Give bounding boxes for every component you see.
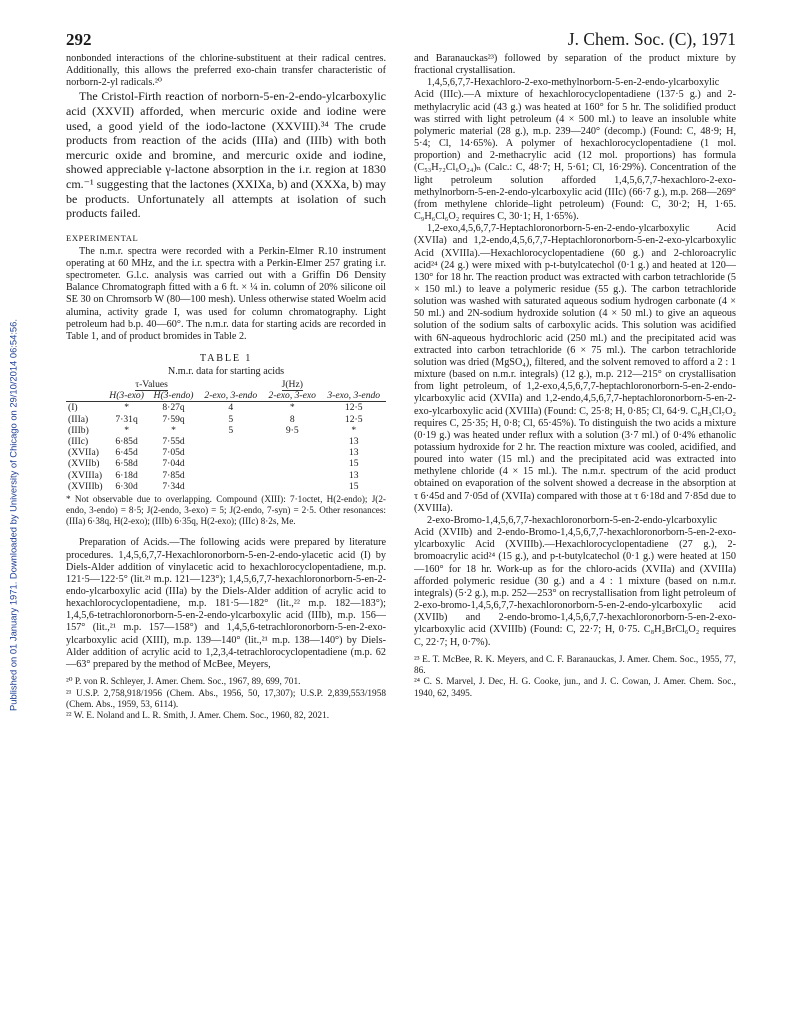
table-cell: 13 bbox=[348, 469, 359, 481]
table-cell: 13 bbox=[348, 436, 359, 448]
table-cell: 8 bbox=[289, 413, 295, 425]
compound-label: (IIIa) bbox=[68, 413, 89, 425]
table-caption: N.m.r. data for starting acids bbox=[167, 366, 285, 378]
table-cell: 13 bbox=[348, 447, 359, 459]
column-header: 2-exo, 3-endo bbox=[199, 390, 264, 402]
table-cell: 12·5 bbox=[344, 402, 363, 414]
table-cell bbox=[263, 447, 321, 458]
table-cell bbox=[199, 481, 264, 492]
table-cell: 4 bbox=[228, 402, 234, 414]
paragraph: 1,4,5,6,7,7-Hexachloro-2-exo-methylnorborn-5-en-2-endo-ylcarboxylic Acid (IIIc).—A mixture of hexachlorocyclopentadiene (137·5 g.) and 2-methylacrylic acid (43 g.) was heated at 160° for 5 hr. The solidified product was stirred with light petroleum (4 × 500 ml.) to leave an insoluble white polymeric material (28 g.), m.p. 239—240° (decomp.) (Found: C, 48·9; H, 5·4; Cl, 14·65%). A polymer of hexachlorocyclopentadiene (1 mol. proportion) and 2-methacrylic acid (12 mol. proportions) has formula (C₅₃H₇₂Cl₆O₂₄)ₙ (Calc.: C, 48·7; H, 5·61; Cl, 16·29%). Concentration of the light petroleum solution afforded 1,4,5,6,7,7-hexachloro-2-exo-methylnorborn-5-en-2-endo-ylcarboxylic acid (IIIc) (66·7 g.), m.p. 268—269° (from methylene chloride–light petroleum) (Found: C, 30·2; H, 1·65. C₉H₆Cl₆O₂ requires C, 30·1; H, 1·65%). bbox=[414, 77, 736, 223]
table-cell bbox=[263, 481, 321, 492]
table-cell: 8·27q bbox=[162, 402, 185, 414]
table-subheader-row bbox=[66, 390, 386, 402]
table-cell: * bbox=[124, 424, 129, 436]
paragraph: The n.m.r. spectra were recorded with a Perkin-Elmer R.10 instrument operating at 60 MHz, and the i.r. spectra with a Perkin-Elmer 257 grating i.r. spectrometer. G.l.c. analysis was carried out with a Griffin D6 Density Balance Chromatograph fitted with a 6 ft. × ¼ in. column of 20% silicone oil SE 30 on Chromsorb W (80—100 mesh). Unless otherwise stated Woelm acid alumina, activity grade I, was used for column chromatography. Light petroleum had b.p. 40—60°. The n.m.r. data for starting acids are recorded in Table 1, and of product bromides in Table 2. bbox=[66, 245, 386, 342]
column-header: 3-exo, 3-endo bbox=[321, 390, 386, 402]
table-body bbox=[66, 402, 386, 492]
column-header: 2-exo, 3-exo bbox=[263, 390, 321, 402]
table-row bbox=[66, 481, 386, 492]
paragraph: and Baranauckas²³) followed by separation of the product mixture by fractional crystallisation. bbox=[414, 53, 736, 77]
table-row bbox=[66, 436, 386, 447]
table-cell: * bbox=[124, 402, 129, 414]
table-cell: 6·45d bbox=[115, 447, 138, 459]
footnote: ²⁰ P. von R. Schleyer, J. Amer. Chem. Soc., 1967, 89, 699, 701. bbox=[66, 677, 301, 688]
table-row bbox=[66, 402, 386, 414]
table-cell: 9·5 bbox=[285, 424, 299, 436]
footnote: ²² W. E. Noland and L. R. Smith, J. Amer. Chem. Soc., 1960, 82, 2021. bbox=[66, 711, 330, 722]
table-cell: 6·30d bbox=[115, 480, 138, 492]
compound-label: (I) bbox=[68, 402, 78, 414]
table-cell bbox=[199, 458, 264, 469]
table-cell: 5 bbox=[228, 424, 234, 436]
footnote: ²³ E. T. McBee, R. K. Meyers, and C. F. Baranauckas, J. Amer. Chem. Soc., 1955, 77, 86. bbox=[414, 654, 736, 677]
journal-title: J. Chem. Soc. (C), 1971 bbox=[567, 29, 736, 49]
compound-label: (XVIIa) bbox=[68, 447, 99, 459]
table-cell: 7·04d bbox=[162, 458, 185, 470]
table-cell: 6·85d bbox=[115, 436, 138, 448]
table-cell bbox=[199, 470, 264, 481]
publication-notice[interactable]: Published on 01 January 1971. Downloaded by University of Chicago on 29/10/2014 06:54:56. bbox=[7, 319, 19, 711]
table-row bbox=[66, 414, 386, 425]
publication-sidebar bbox=[5, 215, 21, 815]
nmr-table bbox=[66, 379, 386, 492]
compound-label: (XVIIIb) bbox=[68, 480, 103, 492]
table-cell bbox=[199, 447, 264, 458]
table-cell bbox=[263, 436, 321, 447]
footnotes bbox=[66, 677, 386, 723]
paragraph: Preparation of Acids.—The following acids were prepared by literature procedures. 1,4,5,6,7,7-Hexachloronorborn-5-en-2-endo-ylacetic acid (I) by Diels-Alder addition of vinylacetic acid to hexachlorocyclopentadiene, m.p. 121·5—122·5° (lit.²¹ m.p. 121—123°); 1,4,5,6,7,7-hexachloronorborn-5-en-2-endo-ylcarboxylic acid (IIIa) by the Diels-Alder addition of acrylic acid to hexachlorocyclopentadiene, m.p. 181·5—182° (lit.,²² m.p. 182—183°); 1,4,5,6-tetrachloronorborn-5-en-2-endo-ylcarboxylic acid (IIIb), m.p. 156—157° (lit.,²¹ m.p. 157—158°) and 1,4,5,6-tetrachloronorborn-5-en-2-exo-ylcarboxylic acid (XIII), m.p. 139—140° (lit.,²¹ m.p. 138—140°) by Diels-Alder addition of acrylic acid to 1,2,3,4-tetrachlorocyclopentadiene (m.p. 62—63° prepared by the method of McBee, Meyers, bbox=[66, 537, 386, 670]
footnote: ²¹ U.S.P. 2,758,918/1956 (Chem. Abs., 1956, 50, 17,307); U.S.P. 2,839,553/1958 (Chem. Abs., 1959, 53, 6114). bbox=[66, 688, 386, 710]
table-cell: 7·59q bbox=[162, 413, 185, 425]
column-header: H(3-endo) bbox=[149, 390, 199, 402]
table-cell bbox=[263, 470, 321, 481]
table-cell: 7·55d bbox=[162, 436, 185, 448]
table-cell: * bbox=[171, 424, 176, 436]
table-cell: 5 bbox=[228, 413, 234, 425]
table-cell bbox=[263, 458, 321, 469]
compound-label: (XVIIIa) bbox=[68, 469, 103, 481]
table-row bbox=[66, 425, 386, 436]
paragraph: 2-exo-Bromo-1,4,5,6,7,7-hexachloronorborn-5-en-2-endo-ylcarboxylic Acid (XVIIb) and 2-endo-Bromo-1,4,5,6,7,7-hexachloronorborn-5-en-2-exo-ylcarboxylic Acid (XVIIIb).—Hexachlorocyclopentadiene (27 g.), 2-bromoacrylic acid²⁴ (15 g.), and p-t-butylcatechol (0·1 g.) were heated at 150—160° for 18 hr. Work-up as for the chloro-acids (XVIIa) and (XVIIIa) afforded polymeric residue (30 g.) and a 4 : 1 mixture (based on n.m.r. integrals) (5·2 g.), m.p. 252—253° on recrystallisation from light petroleum of 2-exo-bromo-1,4,5,6,7,7-hexachloronorborn-5-en-2-endo-ylcarboxylic acid (XVIIb) and 2-endo-bromo-1,4,5,6,7,7-hexachloronorborn-5-en-2-exo-ylcarboxylic acid (XVIIIb) (Found: C, 22·7; H, 0·75. C₈H₃BrCl₆O₂ requires C, 22·7; H, 0·7%). bbox=[414, 514, 736, 648]
column-header: H(3-exo) bbox=[105, 390, 149, 402]
table-cell: 12·5 bbox=[344, 413, 363, 425]
paragraph: The Cristol-Firth reaction of norborn-5-en-2-endo-ylcarboxylic acid (XXVII) afforded, when mercuric oxide and iodine were used, a good yield of the iodo-lactone (XXVIII).³⁴ The crude products from reaction of the acids (IIIa) and (IIIb) with both mercuric oxide and bromine, and mercuric oxide and iodine, showed appreciable γ-lactone absorption in the i.r. region at 1830 cm.⁻¹ suggesting that the lactones (XXIXa, b) and (XXXa, b) may be products. Unfortunately all attempts at isolation of such products failed. bbox=[66, 89, 386, 221]
paragraph: nonbonded interactions of the chlorine-substituent at their radical centres. Additionally, this allows the preferred exo-chain transfer characteristic of norborn-2-yl radicals.²⁰ bbox=[66, 53, 386, 89]
table-cell: 15 bbox=[348, 480, 359, 492]
table-cell: 15 bbox=[348, 458, 359, 470]
table-cell: 7·05d bbox=[162, 447, 185, 459]
table-row bbox=[66, 458, 386, 469]
page-number: 292 bbox=[66, 30, 92, 49]
table-row bbox=[66, 470, 386, 481]
footnotes bbox=[414, 655, 736, 701]
table-cell: 7·34d bbox=[162, 480, 185, 492]
compound-label: (IIIc) bbox=[68, 436, 89, 448]
table-title: TABLE 1 bbox=[199, 353, 253, 365]
table-header-row bbox=[66, 379, 386, 390]
footnote: ²⁴ C. S. Marvel, J. Dec, H. G. Cooke, jun., and J. C. Cowan, J. Amer. Chem. Soc., 1940, 62, 3495. bbox=[414, 677, 736, 699]
j-header: J(Hz) bbox=[281, 379, 303, 391]
paragraph: 1,2-exo,4,5,6,7,7-Heptachloronorborn-5-en-2-endo-ylcarboxylic Acid (XVIIa) and 1,2-endo,4,5,6,7,7-Heptachloronorborn-5-en-2-exo-ylcarboxylic Acid (XVIIIa).—Hexachlorocyclopentadiene (60 g.) and 2-chloroacrylic acid²⁴ (24 g.) were mixed with p-t-butylcatechol (0·1 g.) and heated at 120—130° for 18 hr. The reaction product was extracted with carbon tetrachloride (5 × 150 ml.) to leave a polymeric residue (55 g.). The carbon tetrachloride solution was washed with saturated aqueous sodium hydrogen carbonate (4 × 50 ml.) and 2N-sodium hydroxide solution (4 × 50 ml.) to give an aqueous solution of the sodium salts of carboxylic acids. This solution was acidified with 6N-aqueous hydrochloric acid (250 ml.) and the precipitated acid was extracted into carbon tetrachloride (6 × 75 ml.). The carbon tetrachloride solution was dried (MgSO₄), filtered, and the solvent removed to afford a 2 : 1 mixture (based on n.m.r. integrals) (12 g.), m.p. 212—215° on crystallisation from light petroleum, of 1,2-exo,4,5,6,7,7-heptachloronorborn-5-en-2-endo-ylcarboxylic acid (XVIIa) and 1,2-endo,4,5,6,7,7-heptachloronorborn-5-en-2-exo-ylcarboxylic acid (XVIIIa) (Found: C, 25·8; H, 0·85; Cl, 64·9. C₈H₃Cl₇O₂ requires C, 25·35; H, 0·8; Cl, 65·45%). To distinguish the two acids a mixture (0·19 g.) was heated under reflux with a solution (3·7 ml.) of 0·4% ethanolic potassium hydroxide for 2 hr. The reaction mixture was cooled, acidified, and poured into water (15 ml.) and the precipitated acid was extracted into methylene chloride (4 × 15 ml.). The n.m.r. spectrum of the acid product obtained on evaporation of the solvent showed a decrease in the absorption at τ 6·45d and 7·05d of (XVIIa) compared with those at τ 6·18d and 7·85d due to (XVIIIa). bbox=[414, 223, 736, 514]
table-cell: * bbox=[289, 402, 295, 414]
table-cell: 6·18d bbox=[115, 469, 138, 481]
section-heading: EXPERIMENTAL bbox=[66, 232, 139, 243]
compound-label: (IIIb) bbox=[68, 424, 89, 436]
table-row bbox=[66, 447, 386, 458]
table-cell: 7·85d bbox=[162, 469, 185, 481]
left-column bbox=[66, 53, 386, 723]
table-cell bbox=[199, 436, 264, 447]
tau-values-header: τ-Values bbox=[135, 379, 168, 391]
table-footnote: * Not observable due to overlapping. Compound (XIII): 7·1octet, H(2-endo); J(2-endo, 3-endo) = 8·5; J(2-endo, 3-exo) = 5; J(2-endo, 7-syn) = 2·5. Other resonances: (IIIa) 6·38q, H(2-exo); (IIIb) 6·35q, H(2-exo); (IIIc) 8·2s, Me. bbox=[66, 494, 386, 527]
table-cell: * bbox=[351, 424, 357, 436]
table-cell: 6·58d bbox=[115, 458, 138, 470]
compound-label: (XVIIb) bbox=[68, 458, 100, 470]
table-cell: 7·31q bbox=[115, 413, 138, 425]
right-column bbox=[414, 53, 736, 700]
